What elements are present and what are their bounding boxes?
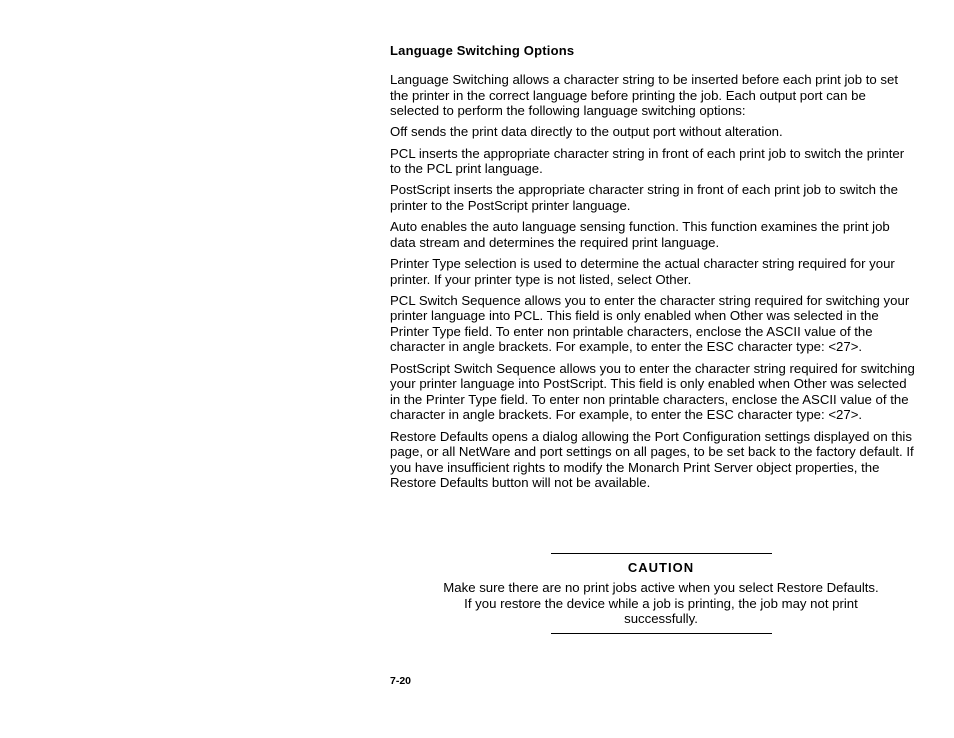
paragraph-restore-defaults: Restore Defaults opens a dialog allowing the Port Configuration settings displayed on this page, or all NetWare and port settings on all pages, to be set back to the factory default. If you have insufficient rights to modify the Monarch Print Server object properties, the Restore Defaults button will not be available. <box>390 428 914 491</box>
paragraph-printer-type: Printer Type selection is used to determine the actual character string required for your printer. If your printer type is not listed, select Other. <box>390 255 895 287</box>
body-text <box>390 72 918 497</box>
page-number: 7-20 <box>390 675 412 687</box>
section-heading: Language Switching Options <box>390 43 575 58</box>
paragraph-off: Off sends the print data directly to the output port without alteration. <box>390 124 783 140</box>
paragraph-pcl-switch-sequence: PCL Switch Sequence allows you to enter the character string required for switching your printer language into PCL. This field is only enabled when Other was selected in the Printer Type field. To enter non printable characters, enclose the ASCII value of the character in angle brackets. For example, to enter the ESC character type: <27>. <box>390 292 910 355</box>
caution-title: CAUTION <box>627 560 695 575</box>
caution-bottom-rule <box>551 633 772 634</box>
paragraph-intro: Language Switching allows a character string to be inserted before each print job to set the printer in the correct language before printing the job. Each output port can be selected to perform the following language switching options: <box>390 72 899 119</box>
caution-box <box>440 553 882 634</box>
paragraph-auto: Auto enables the auto language sensing function. This function examines the print job data stream and determines the required print language. <box>390 219 890 250</box>
paragraph-pcl: PCL inserts the appropriate character string in front of each print job to switch the printer to the PCL print language. <box>390 145 905 177</box>
paragraph-postscript-switch-sequence: PostScript Switch Sequence allows you to enter the character string required for switching your printer language into PostScript. This field is only enabled when Other was selected in the Printer Type field. To enter non printable characters, enclose the ASCII value of the character in angle brackets. For example, to enter the ESC character type: <27>. <box>390 360 915 423</box>
paragraph-postscript: PostScript inserts the appropriate character string in front of each print job to switch the printer to the PostScript printer language. <box>390 182 898 213</box>
caution-top-rule <box>551 553 772 554</box>
caution-text: Make sure there are no print jobs active when you select Restore Defaults. If you restore the device while a job is printing, the job may not print successfully. <box>443 580 879 627</box>
